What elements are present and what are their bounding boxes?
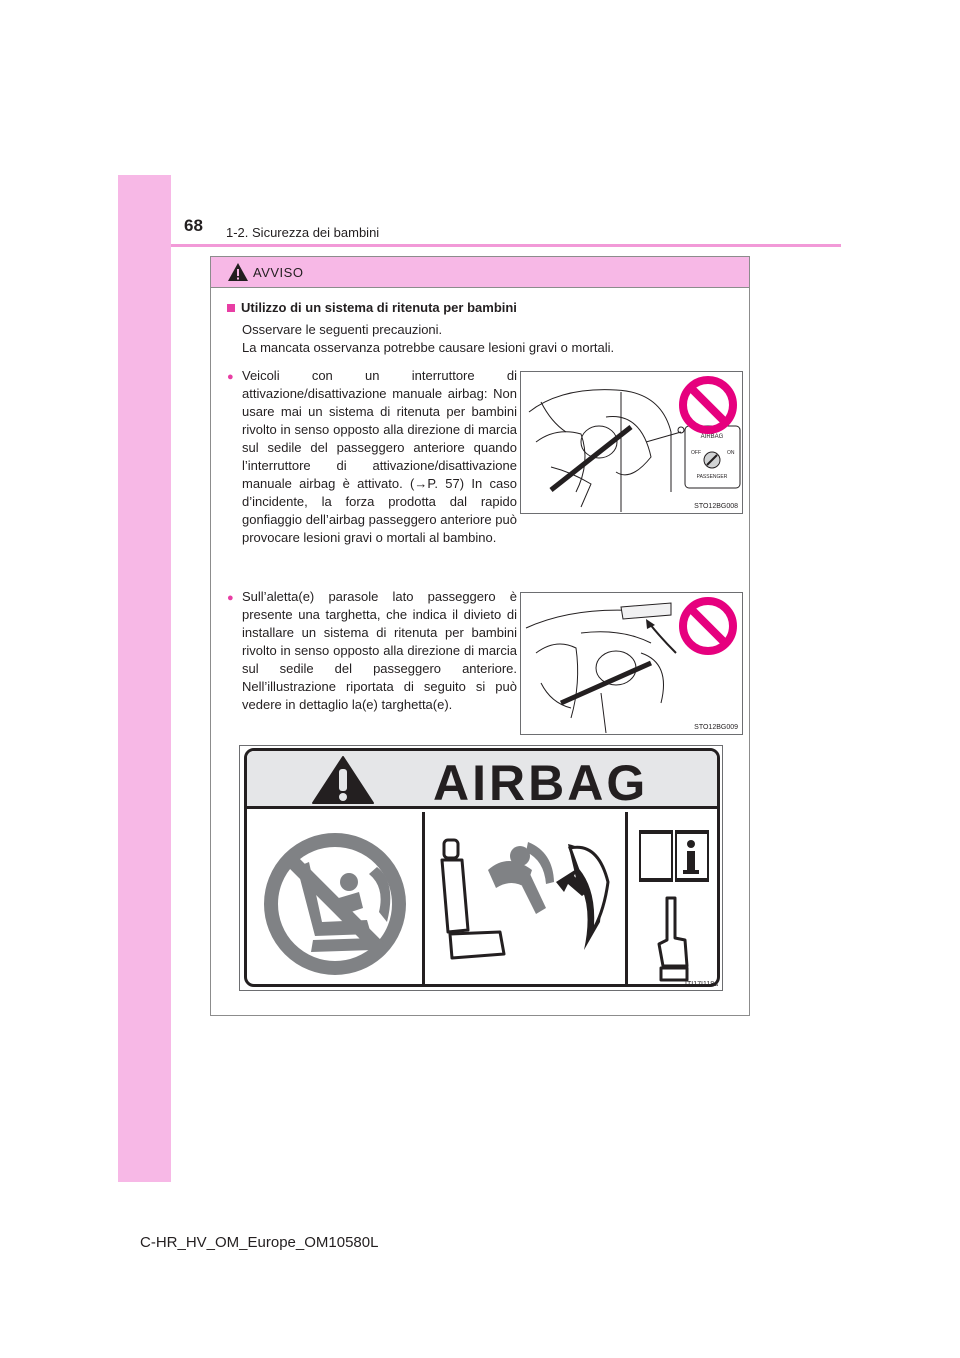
footer-document-code: C-HR_HV_OM_Europe_OM10580L [140,1234,379,1251]
label-top-band [247,751,717,809]
pointing-finger-icon [653,894,693,984]
switch-title: AIRBAG [700,434,724,440]
seat-icon [428,812,628,987]
airbag-switch-figure [520,371,743,514]
airbag-warning-label-figure [239,745,723,991]
sun-visor-figure [520,592,743,735]
section-title [227,300,517,315]
switch-on: ON [727,450,735,456]
switch-passenger: PASSENGER [696,474,728,480]
side-strip [118,175,171,1182]
consult-manual-panel [631,812,717,987]
chapter-title: 1-2. Sicurezza dei bambini [226,225,380,240]
warning-box [210,256,750,1016]
bullet-text: Veicoli con un interruttore di attivazione/disattivazione manuale airbag: Non usare mai un sistema di ritenuta per bambini rivolto in senso opposto alla direzione di marcia sul sedile del passeggero anteriore quando l’interruttore di attivazione/disattivazione manuale airbag è attivato. (→P. 57) In caso d’incidente, la forza prodotta dal rapido gonfiaggio dell’airbag passeggero anteriore può provocare lesioni gravi o mortali al bambino. [242,368,517,545]
switch-off: OFF [691,450,701,456]
no-rear-facing-seat-panel [247,812,425,987]
warning-header [211,257,749,288]
intro-line-2: La mancata osservanza potrebbe causare lesioni gravi o mortali. [242,340,615,355]
bullet-item [227,588,517,714]
page-number: 68 [184,216,203,235]
label-frame [244,748,720,987]
square-bullet-icon [227,304,235,312]
prohibition-icon [683,380,733,430]
label-figure-code: ITI17I118a [685,981,718,988]
intro-text [242,321,614,357]
dashboard-illustration [521,372,743,514]
figure-code: STO12BG009 [694,724,738,731]
bullet-text: Sull’aletta(e) parasole lato passeggero è presente una targhetta, che indica il divieto di installare un sistema di ritenuta per bambini rivolto in senso opposto alla direzione di marcia sul sedile del passeggero anteriore. Nell’illustrazione riportata di seguito si può vedere in dettaglio la(e) targhetta(e). [242,589,517,712]
prohibition-icon [683,601,733,651]
warning-triangle-icon [311,755,375,805]
prohibition-icon [247,812,425,987]
intro-line-1: Osservare le seguenti precauzioni. [242,322,443,337]
bullet-dot-icon: ● [227,371,234,383]
warning-triangle-icon [227,262,249,282]
visor-illustration [521,593,743,735]
warning-label: AVVISO [253,264,304,280]
figure-code: STO12BG008 [694,503,738,510]
bullet-item [227,367,517,547]
section-title-text: Utilizzo di un sistema di ritenuta per bambini [241,300,517,315]
airbag-impact-panel [428,812,628,987]
header-rule [171,244,841,247]
bullet-dot-icon: ● [227,592,234,604]
label-airbag-word: AIRBAG [433,755,649,811]
